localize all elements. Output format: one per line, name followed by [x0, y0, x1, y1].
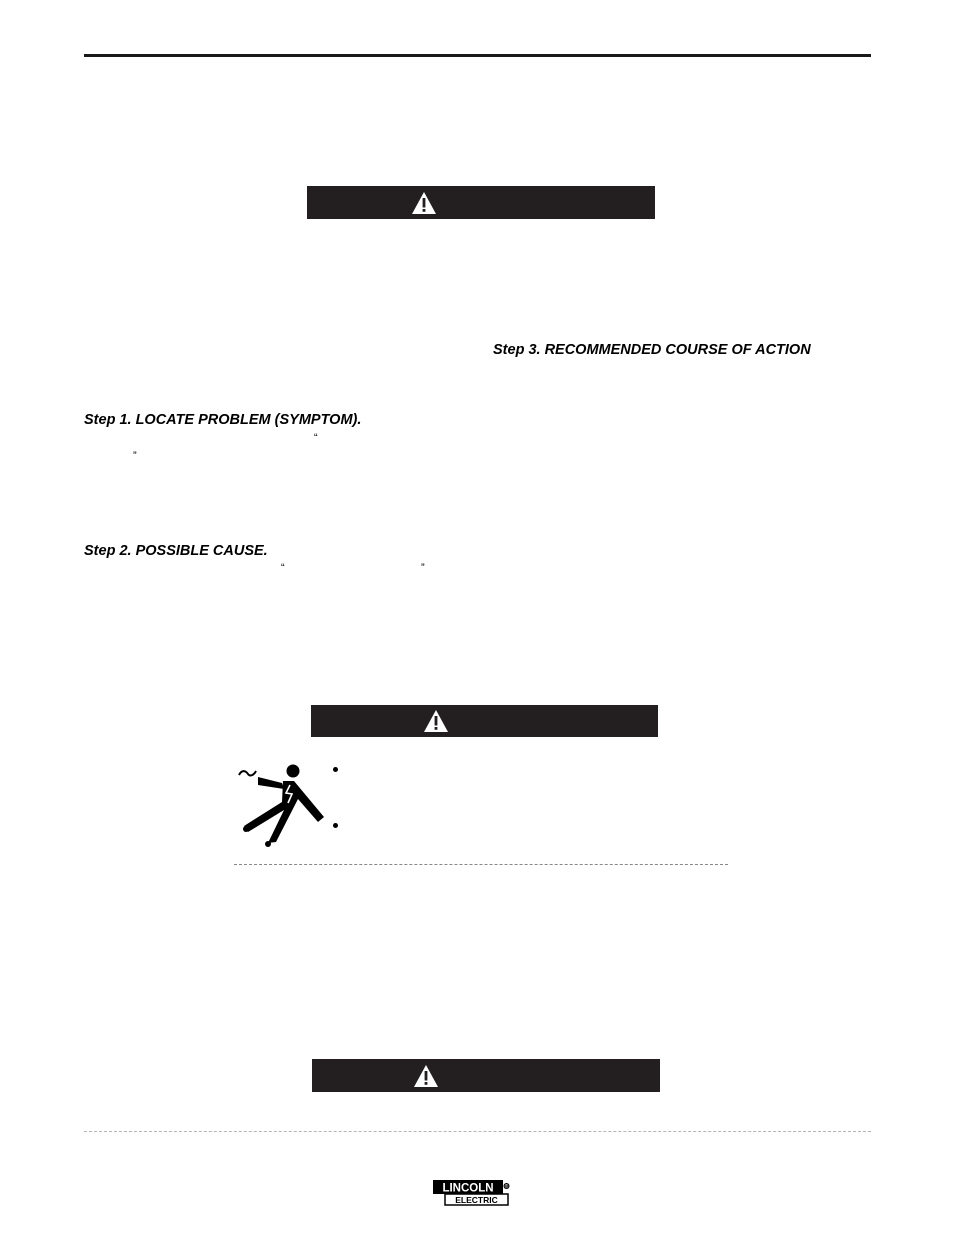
svg-text:ELECTRIC: ELECTRIC [455, 1195, 498, 1205]
step-3-heading: Step 3. RECOMMENDED COURSE OF ACTION [493, 342, 811, 358]
section-divider [234, 864, 728, 865]
warning-banner-top [307, 186, 655, 219]
warning-banner-bottom [312, 1059, 660, 1092]
warning-triangle-icon [423, 709, 449, 733]
footer-divider [84, 1131, 871, 1132]
bullet-point [333, 767, 338, 772]
open-quote: “ [314, 432, 318, 444]
lincoln-electric-logo [432, 1179, 512, 1207]
warning-triangle-icon [413, 1064, 439, 1088]
electric-shock-hazard-icon [236, 762, 328, 848]
header-rule [84, 54, 871, 57]
svg-text:®: ® [504, 1184, 509, 1190]
close-quote: ” [421, 562, 425, 574]
step-1-heading: Step 1. LOCATE PROBLEM (SYMPTOM). [84, 412, 362, 428]
warning-banner-middle [311, 705, 658, 737]
svg-text:LINCOLN: LINCOLN [442, 1182, 494, 1195]
bullet-point [333, 823, 338, 828]
close-quote: ” [133, 450, 137, 462]
warning-triangle-icon [411, 191, 437, 215]
open-quote: “ [281, 562, 285, 574]
step-2-heading: Step 2. POSSIBLE CAUSE. [84, 543, 268, 559]
